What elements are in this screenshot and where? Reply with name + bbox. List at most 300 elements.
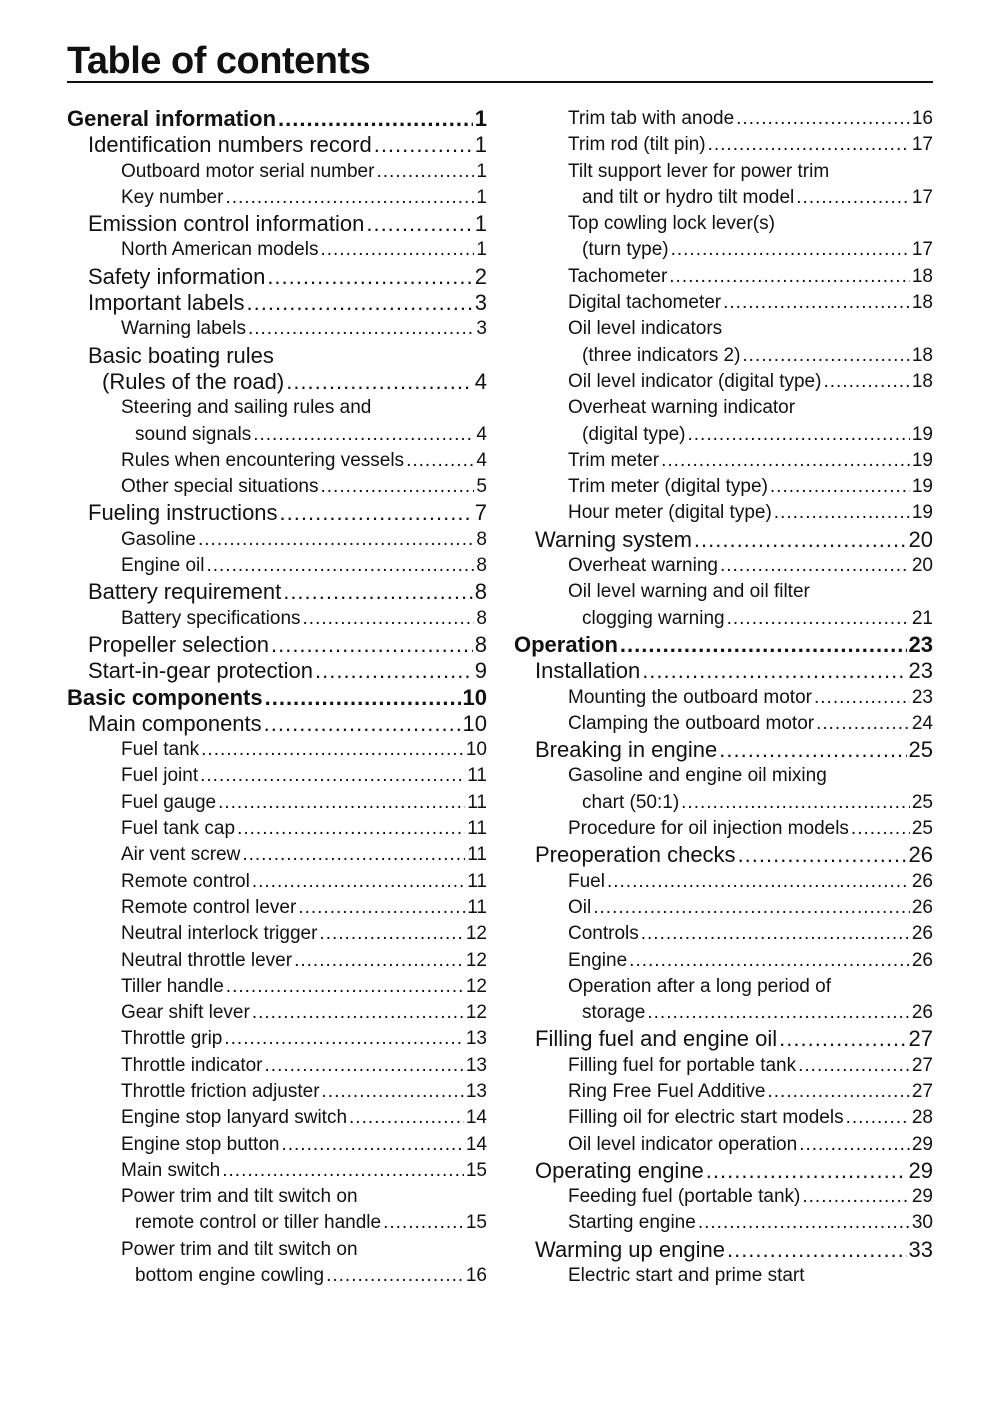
toc-page-number: 19 bbox=[911, 449, 933, 471]
toc-page-number: 33 bbox=[908, 1236, 933, 1262]
dot-leader bbox=[326, 1263, 464, 1289]
toc-page-number: 18 bbox=[911, 370, 933, 392]
toc-page-number: 1 bbox=[476, 160, 487, 182]
toc-entry-title: Rules when encountering vessels bbox=[121, 449, 405, 471]
toc-page-number: 19 bbox=[911, 502, 933, 524]
dot-leader bbox=[383, 1210, 464, 1236]
toc-entry-title: Filling oil for electric start models bbox=[568, 1107, 844, 1129]
dot-leader bbox=[280, 500, 473, 526]
dot-leader bbox=[294, 948, 464, 974]
toc-entry-title: Warning system bbox=[535, 526, 692, 552]
dot-leader bbox=[798, 1053, 910, 1079]
toc-topic-link[interactable] bbox=[67, 422, 487, 448]
toc-page-number: 26 bbox=[908, 842, 933, 868]
toc-page-number: 11 bbox=[467, 896, 487, 918]
toc-topic-link[interactable] bbox=[514, 711, 933, 737]
toc-topic-link[interactable] bbox=[67, 159, 487, 185]
toc-entry-title: Main switch bbox=[121, 1159, 221, 1181]
toc-entry-title: Preoperation checks bbox=[535, 842, 736, 868]
dot-leader bbox=[720, 553, 910, 579]
toc-entry-text: Top cowling lock lever(s) bbox=[568, 213, 775, 235]
toc-page-number: 11 bbox=[467, 818, 487, 840]
title-divider bbox=[67, 81, 933, 83]
dot-leader bbox=[823, 369, 909, 395]
dot-leader bbox=[708, 132, 910, 158]
toc-page-number: 26 bbox=[911, 949, 933, 971]
toc-entry-title: Operation bbox=[514, 631, 618, 657]
toc-page-number: 25 bbox=[911, 791, 933, 813]
toc-chapter-link[interactable] bbox=[514, 1237, 933, 1263]
dot-leader bbox=[799, 1132, 910, 1158]
toc-chapter-link[interactable] bbox=[67, 369, 487, 395]
dot-leader bbox=[802, 1184, 909, 1210]
toc-topic-link[interactable] bbox=[67, 1210, 487, 1236]
toc-entry-title: Trim meter bbox=[568, 449, 660, 471]
toc-entry-text: Gasoline and engine oil mixing bbox=[568, 765, 827, 787]
toc-entry-title: Oil level indicator (digital type) bbox=[568, 370, 822, 392]
toc-chapter-link[interactable] bbox=[67, 579, 487, 605]
toc-entry-title: Neutral throttle lever bbox=[121, 949, 293, 971]
dot-leader bbox=[727, 1237, 907, 1263]
dot-leader bbox=[642, 658, 906, 684]
dot-leader bbox=[774, 500, 910, 526]
dot-leader bbox=[851, 816, 910, 842]
dot-leader bbox=[814, 685, 910, 711]
dot-leader bbox=[607, 869, 910, 895]
toc-entry-title: remote control or tiller handle bbox=[135, 1212, 382, 1234]
toc-page-number: 14 bbox=[465, 1107, 487, 1129]
dot-leader bbox=[846, 1105, 910, 1131]
toc-column-right bbox=[514, 106, 933, 1289]
dot-leader bbox=[320, 237, 474, 263]
toc-topic-link[interactable] bbox=[67, 1026, 487, 1052]
toc-page-number: 2 bbox=[474, 263, 487, 289]
toc-topic-link[interactable] bbox=[67, 1079, 487, 1105]
dot-leader bbox=[237, 816, 465, 842]
toc-topic-link[interactable] bbox=[67, 1000, 487, 1026]
toc-chapter-link[interactable] bbox=[67, 264, 487, 290]
dot-leader bbox=[267, 264, 472, 290]
toc-page-number: 16 bbox=[911, 108, 933, 129]
toc-page-number: 28 bbox=[911, 1107, 933, 1129]
toc-entry-title: Fueling instructions bbox=[88, 500, 278, 526]
toc-topic-link[interactable] bbox=[67, 606, 487, 632]
dot-leader bbox=[770, 474, 910, 500]
toc-entry-title: sound signals bbox=[135, 423, 252, 445]
toc-page-number: 9 bbox=[474, 658, 487, 684]
toc-chapter-link[interactable] bbox=[67, 500, 487, 526]
toc-topic-link[interactable] bbox=[67, 448, 487, 474]
toc-entry-title: Battery requirement bbox=[88, 579, 282, 605]
toc-entry-text: Operation after a long period of bbox=[568, 975, 832, 997]
toc-topic-link[interactable] bbox=[514, 474, 933, 500]
toc-page-number: 17 bbox=[911, 239, 933, 261]
toc-entry-text: Electric start and prime start bbox=[568, 1265, 805, 1287]
toc-chapter-link[interactable] bbox=[67, 632, 487, 658]
dot-leader bbox=[264, 711, 461, 737]
toc-entry-title: Other special situations bbox=[121, 476, 319, 498]
dot-leader bbox=[298, 895, 465, 921]
toc-page-number: 5 bbox=[476, 476, 487, 498]
toc-entry-title: Emission control information bbox=[88, 211, 365, 237]
toc-topic-link[interactable] bbox=[514, 685, 933, 711]
dot-leader bbox=[727, 606, 910, 632]
toc-entry-title: Feeding fuel (portable tank) bbox=[568, 1186, 801, 1208]
toc-entry-title: Warning labels bbox=[121, 318, 246, 340]
toc-topic-link[interactable] bbox=[67, 895, 487, 921]
toc-entry-text: Power trim and tilt switch on bbox=[121, 1186, 358, 1208]
toc-page-number: 29 bbox=[911, 1133, 933, 1155]
toc-page-number: 19 bbox=[911, 423, 933, 445]
toc-entry-title: Warming up engine bbox=[535, 1236, 725, 1262]
toc-entry-title: bottom engine cowling bbox=[135, 1265, 325, 1287]
toc-topic-link[interactable] bbox=[514, 185, 933, 211]
toc-topic-link[interactable] bbox=[514, 106, 933, 132]
toc-entry-title: Fuel tank bbox=[121, 739, 200, 761]
toc-page-number: 30 bbox=[911, 1212, 933, 1234]
toc-topic-link[interactable] bbox=[514, 343, 933, 369]
toc-entry-title: Procedure for oil injection models bbox=[568, 818, 849, 840]
toc-entry-title: Breaking in engine bbox=[535, 737, 718, 763]
toc-topic-link[interactable] bbox=[514, 448, 933, 474]
toc-topic-link[interactable] bbox=[67, 921, 487, 947]
toc-chapter-link[interactable] bbox=[514, 527, 933, 553]
toc-entry-title: Digital tachometer bbox=[568, 292, 722, 314]
dot-leader bbox=[198, 527, 474, 553]
toc-topic-link[interactable] bbox=[67, 737, 487, 763]
toc-entry-title: Starting engine bbox=[568, 1212, 696, 1234]
toc-topic-link[interactable] bbox=[67, 185, 487, 211]
toc-page-number: 14 bbox=[465, 1133, 487, 1155]
toc-topic-link[interactable] bbox=[67, 816, 487, 842]
toc-topic-link[interactable] bbox=[67, 553, 487, 579]
dot-leader bbox=[271, 632, 473, 658]
toc-topic-link[interactable] bbox=[67, 474, 487, 500]
toc-page-number: 23 bbox=[911, 686, 933, 708]
toc-topic-link[interactable] bbox=[67, 763, 487, 789]
dot-leader bbox=[218, 790, 465, 816]
toc-page-number: 26 bbox=[911, 896, 933, 918]
toc-page-number: 11 bbox=[467, 844, 487, 866]
toc-page-number: 19 bbox=[911, 476, 933, 498]
toc-entry-title: Basic components bbox=[67, 684, 263, 710]
toc-page-number: 4 bbox=[476, 449, 487, 471]
toc-chapter-link[interactable] bbox=[514, 1158, 933, 1184]
toc-topic-link[interactable] bbox=[514, 553, 933, 579]
toc-section-link[interactable] bbox=[67, 106, 487, 132]
dot-leader bbox=[688, 422, 910, 448]
dot-leader bbox=[206, 553, 474, 579]
toc-entry-title: Propeller selection bbox=[88, 631, 269, 657]
dot-leader bbox=[374, 132, 473, 158]
toc-page-number: 8 bbox=[476, 607, 487, 629]
toc-page-number: 29 bbox=[908, 1157, 933, 1183]
toc-topic-link[interactable] bbox=[514, 790, 933, 816]
toc-entry-title: Throttle grip bbox=[121, 1028, 223, 1050]
toc-entry-title: Fuel gauge bbox=[121, 791, 217, 813]
toc-entry-title: Key number bbox=[121, 186, 224, 208]
toc-chapter-link[interactable] bbox=[67, 132, 487, 158]
dot-leader bbox=[779, 1026, 906, 1052]
toc-entry-title: Oil bbox=[568, 896, 592, 918]
toc-topic-link[interactable] bbox=[514, 1210, 933, 1236]
toc-entry-title: Operating engine bbox=[535, 1157, 704, 1183]
toc-page-number: 10 bbox=[462, 710, 487, 736]
toc-topic-link[interactable] bbox=[514, 921, 933, 947]
dot-leader bbox=[224, 1026, 463, 1052]
toc-page-number: 18 bbox=[911, 344, 933, 366]
toc-entry-title: Identification numbers record bbox=[88, 132, 372, 158]
dot-leader bbox=[698, 1210, 910, 1236]
dot-leader bbox=[647, 1000, 909, 1026]
dot-leader bbox=[620, 632, 907, 658]
toc-chapter-link[interactable] bbox=[514, 737, 933, 763]
toc-page-number: 1 bbox=[474, 211, 487, 237]
toc-page-number: 4 bbox=[474, 368, 487, 394]
toc-entry-title: (three indicators 2) bbox=[582, 344, 741, 366]
dot-leader bbox=[796, 185, 910, 211]
toc-topic-link[interactable] bbox=[67, 790, 487, 816]
toc-entry-text: Oil level warning and oil filter bbox=[568, 581, 810, 603]
toc-page-number: 12 bbox=[465, 975, 487, 997]
toc-entry-title: Safety information bbox=[88, 263, 266, 289]
toc-topic-link[interactable] bbox=[514, 948, 933, 974]
dot-leader bbox=[661, 448, 910, 474]
toc-entry-title: clogging warning bbox=[582, 607, 725, 629]
dot-leader bbox=[322, 1079, 464, 1105]
toc-entry-title: Outboard motor serial number bbox=[121, 160, 375, 182]
toc-entry-title: Fuel bbox=[568, 870, 605, 892]
dot-leader bbox=[283, 579, 473, 605]
toc-page-number: 20 bbox=[908, 526, 933, 552]
toc-topic-link[interactable] bbox=[67, 1132, 487, 1158]
toc-chapter-link[interactable] bbox=[514, 1026, 933, 1052]
toc-topic-link[interactable] bbox=[67, 974, 487, 1000]
toc-page-number: 1 bbox=[476, 239, 487, 261]
toc-page-number: 25 bbox=[908, 737, 933, 763]
dot-leader bbox=[265, 685, 461, 711]
toc-page-number: 8 bbox=[474, 579, 487, 605]
dot-leader bbox=[321, 474, 475, 500]
toc-topic-link[interactable] bbox=[67, 1158, 487, 1184]
toc-page-number: 11 bbox=[467, 791, 487, 813]
toc-entry-title: Throttle indicator bbox=[121, 1054, 263, 1076]
toc-page-number: 8 bbox=[476, 555, 487, 577]
toc-topic-link[interactable] bbox=[514, 369, 933, 395]
dot-leader bbox=[366, 211, 472, 237]
toc-topic-link[interactable] bbox=[514, 1105, 933, 1131]
toc-entry-title: Ring Free Fuel Additive bbox=[568, 1080, 766, 1102]
dot-leader bbox=[671, 237, 910, 263]
toc-entry-title: Gear shift lever bbox=[121, 1002, 250, 1024]
toc-topic-link[interactable] bbox=[514, 1132, 933, 1158]
toc-entry-title: Controls bbox=[568, 923, 639, 945]
toc-chapter-link[interactable] bbox=[514, 658, 933, 684]
toc-chapter-link[interactable] bbox=[67, 290, 487, 316]
dot-leader bbox=[319, 921, 463, 947]
dot-leader bbox=[247, 290, 473, 316]
toc-topic-link[interactable] bbox=[514, 1000, 933, 1026]
toc-topic-link[interactable] bbox=[67, 1263, 487, 1289]
toc-chapter-link[interactable] bbox=[67, 211, 487, 237]
toc-topic-link[interactable] bbox=[67, 1053, 487, 1079]
toc-page-number: 26 bbox=[911, 870, 933, 892]
toc-entry-title: Main components bbox=[88, 710, 262, 736]
toc-topic-link[interactable] bbox=[514, 869, 933, 895]
toc-page-number: 10 bbox=[465, 739, 487, 761]
toc-entry-title: Battery specifications bbox=[121, 607, 301, 629]
dot-leader bbox=[593, 895, 910, 921]
dot-leader bbox=[252, 1000, 464, 1026]
toc-entry-title: Clamping the outboard motor bbox=[568, 712, 815, 734]
toc-topic-link[interactable] bbox=[67, 869, 487, 895]
toc-entry-title: Trim rod (tilt pin) bbox=[568, 134, 706, 156]
toc-entry-title: Tachometer bbox=[568, 265, 668, 287]
toc-topic-link[interactable] bbox=[67, 316, 487, 342]
toc-section-link[interactable] bbox=[514, 632, 933, 658]
toc-entry-title: Neutral interlock trigger bbox=[121, 923, 318, 945]
toc-entry-title: Fuel tank cap bbox=[121, 818, 236, 840]
toc-topic-link[interactable] bbox=[67, 237, 487, 263]
toc-entry-title: Overheat warning bbox=[568, 555, 718, 577]
toc-page-number: 13 bbox=[465, 1054, 487, 1076]
dot-leader bbox=[681, 790, 910, 816]
toc-page-number: 3 bbox=[476, 318, 487, 340]
toc-topic-link[interactable] bbox=[514, 422, 933, 448]
toc-column-left bbox=[67, 106, 487, 1289]
toc-page-number: 20 bbox=[911, 555, 933, 577]
dot-leader bbox=[719, 737, 906, 763]
toc-entry-title: Engine stop button bbox=[121, 1133, 280, 1155]
toc-page-number: 16 bbox=[465, 1265, 487, 1287]
toc-chapter-link[interactable] bbox=[67, 658, 487, 684]
toc-entry-title: (turn type) bbox=[582, 239, 669, 261]
dot-leader bbox=[736, 106, 910, 132]
toc-page-number: 11 bbox=[467, 870, 487, 892]
toc-page-number: 27 bbox=[908, 1026, 933, 1052]
toc-entry-title: Remote control lever bbox=[121, 896, 297, 918]
dot-leader bbox=[629, 948, 910, 974]
toc-page-number: 23 bbox=[908, 658, 933, 684]
toc-topic-link[interactable] bbox=[514, 290, 933, 316]
toc-entry-title: Filling fuel and engine oil bbox=[535, 1026, 778, 1052]
toc-entry-text: Overheat warning indicator bbox=[568, 397, 796, 419]
dot-leader bbox=[248, 316, 474, 342]
dot-leader bbox=[222, 1158, 464, 1184]
toc-page-number: 18 bbox=[911, 292, 933, 314]
toc-page-number: 21 bbox=[911, 607, 933, 629]
toc-entry-title: Installation bbox=[535, 658, 641, 684]
toc-entry-text: Basic boating rules bbox=[88, 342, 274, 368]
dot-leader bbox=[278, 106, 473, 132]
toc-entry-title: Engine bbox=[568, 949, 628, 971]
toc-page-number: 1 bbox=[476, 186, 487, 208]
dot-leader bbox=[816, 711, 910, 737]
dot-leader bbox=[406, 448, 474, 474]
toc-topic-link[interactable] bbox=[514, 264, 933, 290]
dot-leader bbox=[376, 159, 474, 185]
dot-leader bbox=[286, 369, 473, 395]
dot-leader bbox=[242, 842, 465, 868]
dot-leader bbox=[281, 1132, 463, 1158]
toc-page-number: 25 bbox=[911, 818, 933, 840]
toc-entry-title: Engine oil bbox=[121, 555, 205, 577]
toc-page-number: 23 bbox=[908, 631, 933, 657]
toc-entry-title: Fuel joint bbox=[121, 765, 199, 787]
toc-entry-title: Start-in-gear protection bbox=[88, 658, 313, 684]
toc-entry-title: Important labels bbox=[88, 290, 245, 316]
toc-entry-title: Oil level indicator operation bbox=[568, 1133, 798, 1155]
toc-page-number: 12 bbox=[465, 1002, 487, 1024]
toc-page-number: 15 bbox=[465, 1212, 487, 1234]
toc-page-number: 12 bbox=[465, 923, 487, 945]
toc-entry-title: Throttle friction adjuster bbox=[121, 1080, 320, 1102]
dot-leader bbox=[225, 185, 474, 211]
dot-leader bbox=[706, 1158, 907, 1184]
toc-page-number: 12 bbox=[465, 949, 487, 971]
toc-page-number: 18 bbox=[911, 265, 933, 287]
toc-entry-title: Trim meter (digital type) bbox=[568, 476, 768, 498]
dot-leader bbox=[226, 974, 464, 1000]
dot-leader bbox=[200, 763, 465, 789]
toc-topic-link[interactable] bbox=[514, 1053, 933, 1079]
toc-topic-link[interactable] bbox=[514, 895, 933, 921]
toc-page-number: 27 bbox=[911, 1054, 933, 1076]
dot-leader bbox=[723, 290, 910, 316]
toc-section-link[interactable] bbox=[67, 685, 487, 711]
dot-leader bbox=[201, 737, 464, 763]
toc-page-number: 26 bbox=[911, 1002, 933, 1024]
toc-topic-link[interactable] bbox=[514, 237, 933, 263]
toc-page-number: 26 bbox=[911, 923, 933, 945]
toc-topic-link[interactable] bbox=[67, 527, 487, 553]
toc-page-number: 17 bbox=[911, 186, 933, 208]
toc-entry-title: Air vent screw bbox=[121, 844, 241, 866]
toc-entry-title: Trim tab with anode bbox=[568, 108, 735, 129]
toc-page-number: 4 bbox=[476, 423, 487, 445]
toc-entry-text: Power trim and tilt switch on bbox=[121, 1238, 358, 1260]
toc-chapter-link[interactable] bbox=[67, 711, 487, 737]
toc-topic-link[interactable] bbox=[67, 1105, 487, 1131]
toc-topic-link[interactable] bbox=[67, 948, 487, 974]
toc-topic-link[interactable] bbox=[514, 1184, 933, 1210]
toc-topic-link[interactable] bbox=[514, 500, 933, 526]
toc-topic-link[interactable] bbox=[514, 606, 933, 632]
dot-leader bbox=[641, 921, 910, 947]
page-title: Table of contents bbox=[67, 40, 371, 82]
dot-leader bbox=[694, 527, 907, 553]
toc-entry-title: chart (50:1) bbox=[582, 791, 680, 813]
toc-topic-link[interactable] bbox=[514, 1079, 933, 1105]
toc-topic-link[interactable] bbox=[514, 132, 933, 158]
toc-chapter-link[interactable] bbox=[514, 842, 933, 868]
dot-leader bbox=[669, 264, 910, 290]
toc-page-number: 29 bbox=[911, 1186, 933, 1208]
toc-entry-title: Remote control bbox=[121, 870, 250, 892]
toc-entry-title: Gasoline bbox=[121, 528, 196, 550]
toc-page-number: 3 bbox=[474, 290, 487, 316]
dot-leader bbox=[265, 1053, 464, 1079]
toc-page-number: 27 bbox=[911, 1080, 933, 1102]
toc-entry-title: and tilt or hydro tilt model bbox=[582, 186, 795, 208]
toc-page-number: 8 bbox=[474, 631, 487, 657]
dot-leader bbox=[252, 869, 465, 895]
dot-leader bbox=[768, 1079, 910, 1105]
toc-entry-title: Hour meter (digital type) bbox=[568, 502, 772, 524]
toc-topic-link[interactable] bbox=[514, 816, 933, 842]
toc-topic-link[interactable] bbox=[67, 842, 487, 868]
dot-leader bbox=[315, 658, 473, 684]
